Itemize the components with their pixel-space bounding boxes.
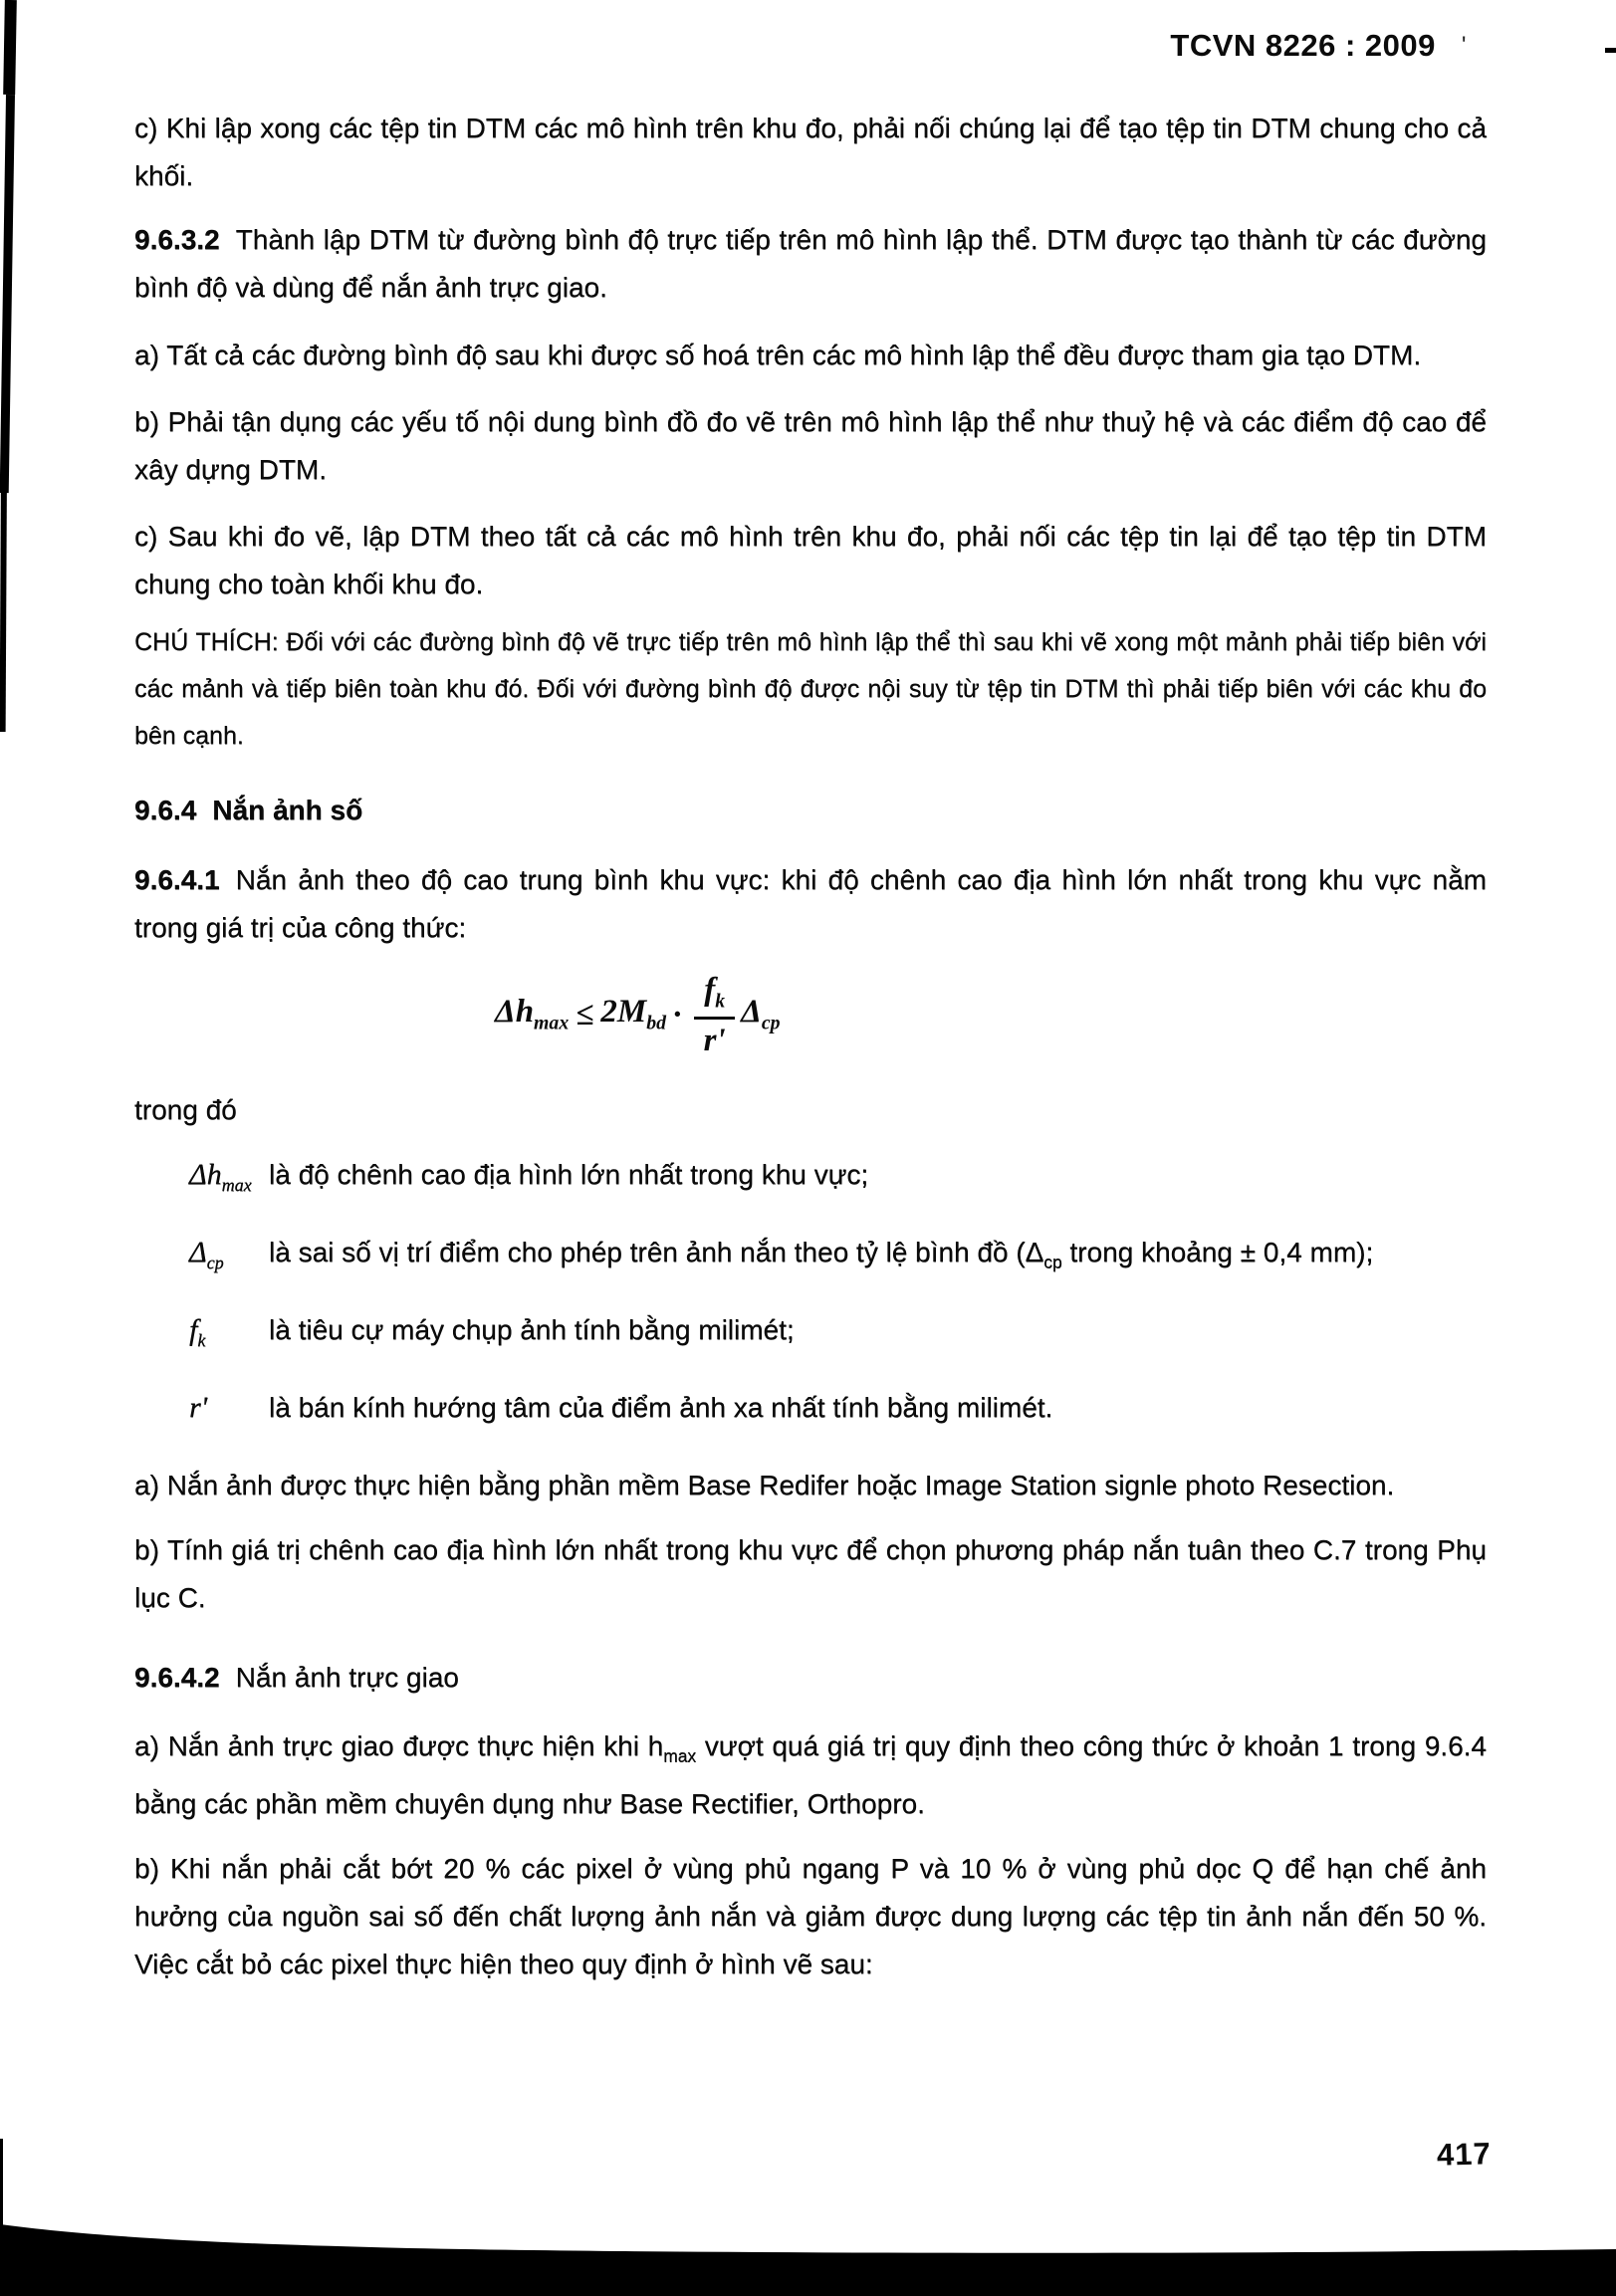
scan-speck <box>1605 48 1616 53</box>
formula-relation: ≤ <box>576 996 594 1033</box>
paragraph-b-appendix-c7: b) Tính giá trị chênh cao địa hình lớn nhất trong khu vực để chọn phương pháp nắn tuân theo C.7 trong Phụ lục C. <box>134 1534 1487 1614</box>
section-title: Nắn ảnh trực giao <box>235 1662 459 1694</box>
definition-row-dcp <box>189 1229 1487 1286</box>
section-title: Nắn ảnh số <box>212 795 363 825</box>
section-text: Nắn ảnh theo độ cao trung bình khu vực: khi độ chênh cao địa hình lớn nhất trong khu vực nằm trong giá trị của công thức: <box>134 864 1487 943</box>
section-number: 9.6.3.2 <box>134 224 220 255</box>
standard-code: TCVN 8226 : 2009 <box>1170 28 1436 63</box>
paragraph-a-orthorectify: a) Nắn ảnh trực giao được thực hiện khi $h_{max}$ vượt quá giá trị quy định theo công thức ở khoản 1 trong 9.6.4 bằng các phần mềm chuyên dụng như Base Rectifier, Orthopro. <box>134 1730 1487 1819</box>
definition-row-fk <box>189 1306 1487 1364</box>
scan-artifact-left-streak <box>3 0 17 95</box>
definition-description: là bán kính hướng tâm của điểm ảnh xa nhất tính bằng milimét. <box>269 1392 1053 1424</box>
fraction-numerator: $f_k$ <box>694 971 735 1020</box>
scan-artifact-bottom-band <box>0 2218 1616 2296</box>
definition-term: $\Delta h_{max}$ <box>189 1158 252 1196</box>
note-paragraph: CHÚ THÍCH: Đối với các đường bình độ vẽ trực tiếp trên mô hình lập thể thì sau khi vẽ xong một mảnh phải tiếp biên với các mảnh và tiếp biên toàn khu đó. Đối với đường bình độ được nội suy từ tệp tin DTM thì phải tiếp biên với các khu đo bên cạnh. <box>134 628 1487 750</box>
page-content <box>134 0 1487 1988</box>
section-number: 9.6.4.1 <box>134 864 220 895</box>
paragraph-b-map-content: b) Phải tận dụng các yếu tố nội dung bình đồ đo vẽ trên mô hình lập thể như thuỷ hệ và các điểm độ cao để xây dựng DTM. <box>134 406 1487 485</box>
paragraph-b-pixel-crop: b) Khi nắn phải cắt bớt 20 % các pixel ở vùng phủ ngang P và 10 % ở vùng phủ dọc Q để hạn chế ảnh hưởng của nguồn sai số đến chất lượng ảnh nắn và giảm được dung lượng các tệp tin ảnh nắn đến 50 %. Việc cắt bỏ các pixel thực hiện theo quy định ở hình vẽ sau: <box>134 1852 1487 1979</box>
section-number: 9.6.4 <box>134 795 197 825</box>
formula-coefficient: $2M_{bd}$ <box>600 994 666 1034</box>
definition-term: $\Delta_{cp}$ <box>189 1236 224 1273</box>
fraction-denominator: r' <box>703 1023 726 1059</box>
formula-rhs: $\Delta_{cp}$ <box>741 994 781 1034</box>
section-9-6-4 <box>134 787 1487 834</box>
formula-dot-operator: · <box>672 996 682 1033</box>
section-9-6-3-2 <box>134 216 1487 312</box>
definition-list <box>189 1151 1487 1442</box>
scan-speck: ' <box>1461 32 1467 59</box>
section-9-6-4-2 <box>134 1654 1487 1702</box>
paragraph-c-dtm-block: c) Sau khi đo vẽ, lập DTM theo tất cả các mô hình trên khu đo, phải nối các tệp tin lại để tạo tệp tin DTM chung cho toàn khối khu đo. <box>134 521 1487 599</box>
paragraph-a-contours: a) Tất cả các đường bình độ sau khi được số hoá trên các mô hình lập thể đều được tham gia tạo DTM. <box>134 340 1422 370</box>
section-number: 9.6.4.2 <box>134 1662 220 1694</box>
formula <box>495 971 780 1058</box>
scan-artifact-left-streak <box>0 95 15 493</box>
definition-description: là tiêu cự máy chụp ảnh tính bằng milimét; <box>269 1314 795 1346</box>
definition-description: là sai số vị trí điểm cho phép trên ảnh nắn theo tỷ lệ bình đồ ($\Delta_{cp}$ trong khoảng ± 0,4 mm); <box>269 1237 1374 1272</box>
definition-term: r' <box>189 1391 208 1425</box>
definition-term: $f_k$ <box>189 1313 206 1351</box>
where-label: trong đó <box>134 1094 237 1126</box>
page-header <box>134 28 1487 64</box>
scan-artifact-left-streak <box>0 468 7 732</box>
formula-fraction <box>694 971 735 1058</box>
definition-description: là độ chênh cao địa hình lớn nhất trong khu vực; <box>269 1159 869 1191</box>
formula-lhs: $\Delta h_{max}$ <box>495 994 570 1034</box>
paragraph-a-software: a) Nắn ảnh được thực hiện bằng phần mềm Base Redifer hoặc Image Station signle photo Resection. <box>134 1470 1395 1501</box>
page-number: 417 <box>1436 2136 1493 2173</box>
definition-row-r <box>189 1384 1487 1442</box>
paragraph-c-dtm-merge: c) Khi lập xong các tệp tin DTM các mô hình trên khu đo, phải nối chúng lại để tạo tệp tin DTM chung cho cả khối. <box>134 113 1487 191</box>
section-text: Thành lập DTM từ đường bình độ trực tiếp trên mô hình lập thể. DTM được tạo thành từ các đường bình độ và dùng để nắn ảnh trực giao. <box>134 224 1487 303</box>
section-9-6-4-1 <box>134 856 1487 952</box>
definition-row-dhmax <box>189 1151 1487 1209</box>
